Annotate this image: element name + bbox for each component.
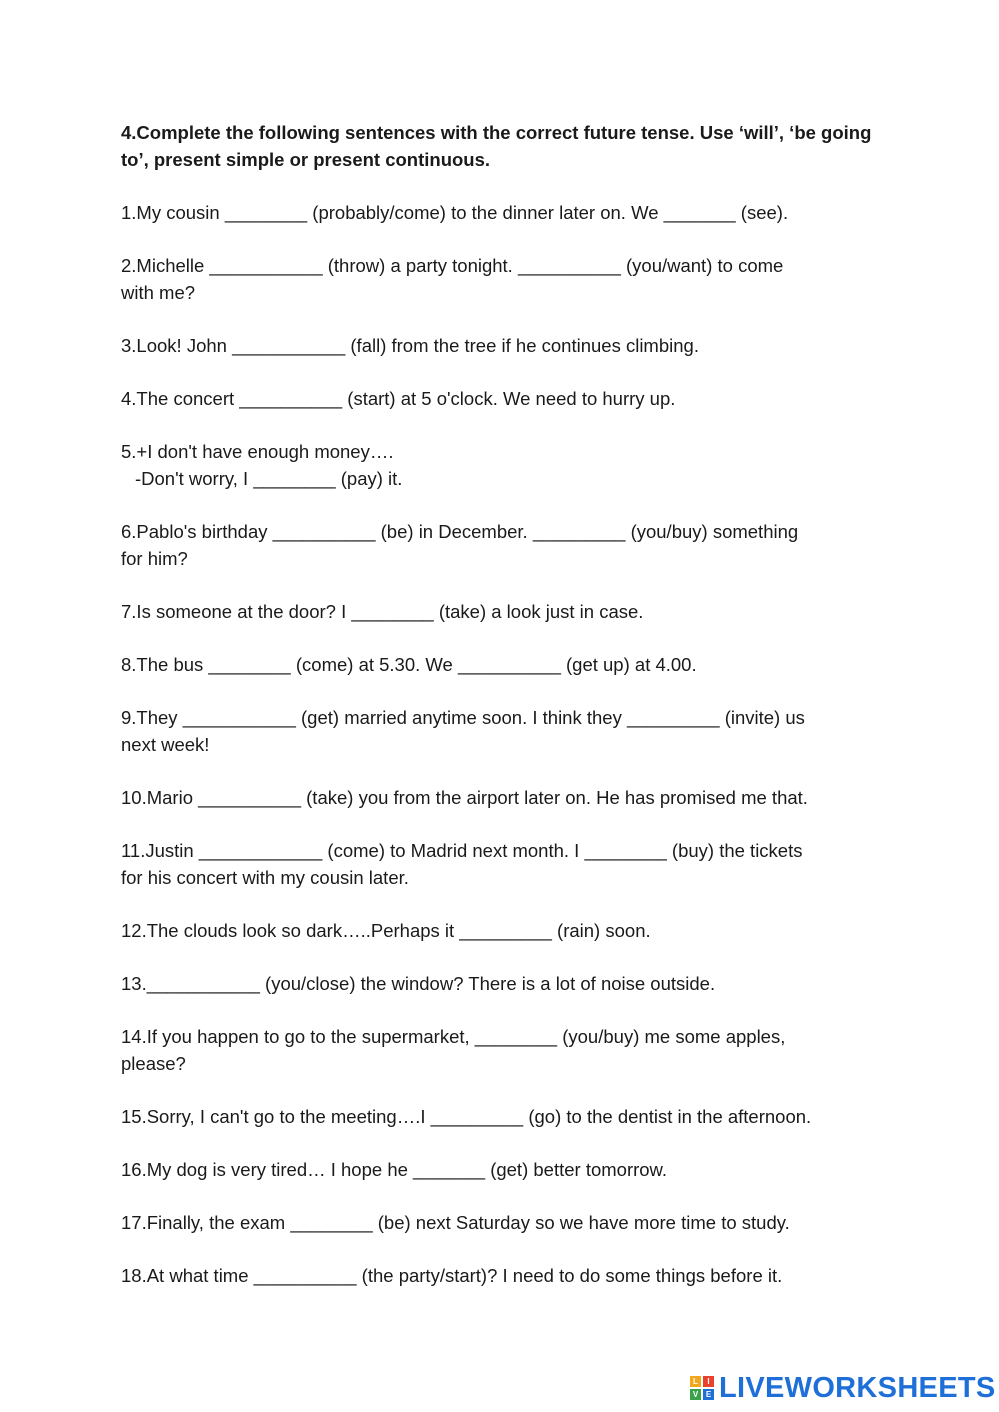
question-18: [121, 1262, 901, 1289]
question-2: [121, 252, 901, 306]
question-line: 14.If you happen to go to the supermarket, ________ (you/buy) me some apples,: [121, 1026, 786, 1047]
question-line: with me?: [121, 282, 196, 303]
exercise-heading: 4.Complete the following sentences with the correct future tense. Use ‘will’, ‘be going to’, present simple or present continuous.: [121, 122, 872, 170]
logo-mark-tile: E: [703, 1389, 714, 1400]
question-8: [121, 651, 901, 678]
question-line: 16.My dog is very tired… I hope he _______ (get) better tomorrow.: [121, 1159, 668, 1180]
liveworksheets-logo: [690, 1372, 996, 1404]
question-15: [121, 1103, 901, 1130]
question-13: [121, 970, 901, 997]
question-16: [121, 1156, 901, 1183]
question-line: next week!: [121, 734, 210, 755]
question-3: [121, 332, 901, 359]
question-10: [121, 784, 901, 811]
question-line: 6.Pablo's birthday __________ (be) in December. _________ (you/buy) something: [121, 521, 799, 542]
question-17: [121, 1209, 901, 1236]
question-line: 11.Justin ____________ (come) to Madrid next month. I ________ (buy) the tickets: [121, 840, 803, 861]
question-12: [121, 917, 901, 944]
logo-mark-tile: I: [703, 1376, 714, 1387]
question-line: 15.Sorry, I can't go to the meeting….I _________ (go) to the dentist in the afternoon.: [121, 1106, 812, 1127]
logo-mark-tile: L: [690, 1376, 701, 1387]
question-line: 10.Mario __________ (take) you from the airport later on. He has promised me that.: [121, 787, 808, 808]
question-line: 13.___________ (you/close) the window? There is a lot of noise outside.: [121, 973, 716, 994]
question-line: 17.Finally, the exam ________ (be) next Saturday so we have more time to study.: [121, 1212, 790, 1233]
question-line: 3.Look! John ___________ (fall) from the tree if he continues climbing.: [121, 335, 699, 356]
question-line: 2.Michelle ___________ (throw) a party tonight. __________ (you/want) to come: [121, 255, 784, 276]
question-line: -Don't worry, I ________ (pay) it.: [135, 468, 403, 489]
question-5: [121, 438, 901, 492]
question-line: 5.+I don't have enough money….: [121, 441, 394, 462]
logo-mark-tile: V: [690, 1389, 701, 1400]
question-line: 12.The clouds look so dark…..Perhaps it _________ (rain) soon.: [121, 920, 651, 941]
question-line: please?: [121, 1053, 186, 1074]
question-11: [121, 837, 901, 891]
question-line: for his concert with my cousin later.: [121, 867, 409, 888]
question-line: for him?: [121, 548, 188, 569]
question-line: 4.The concert __________ (start) at 5 o'clock. We need to hurry up.: [121, 388, 676, 409]
question-line: 7.Is someone at the door? I ________ (take) a look just in case.: [121, 601, 644, 622]
question-line: 1.My cousin ________ (probably/come) to the dinner later on. We _______ (see).: [121, 202, 789, 223]
question-line: 18.At what time __________ (the party/start)? I need to do some things before it.: [121, 1265, 783, 1286]
question-1: [121, 199, 901, 226]
question-6: [121, 518, 901, 572]
logo-text: LIVEWORKSHEETS: [719, 1371, 996, 1404]
question-7: [121, 598, 901, 625]
question-line: 8.The bus ________ (come) at 5.30. We __________ (get up) at 4.00.: [121, 654, 697, 675]
question-9: [121, 704, 901, 758]
worksheet: [121, 119, 901, 1315]
question-14: [121, 1023, 901, 1077]
logo-mark-icon: [690, 1376, 714, 1400]
question-line: 9.They ___________ (get) married anytime soon. I think they _________ (invite) us: [121, 707, 805, 728]
question-4: [121, 385, 901, 412]
